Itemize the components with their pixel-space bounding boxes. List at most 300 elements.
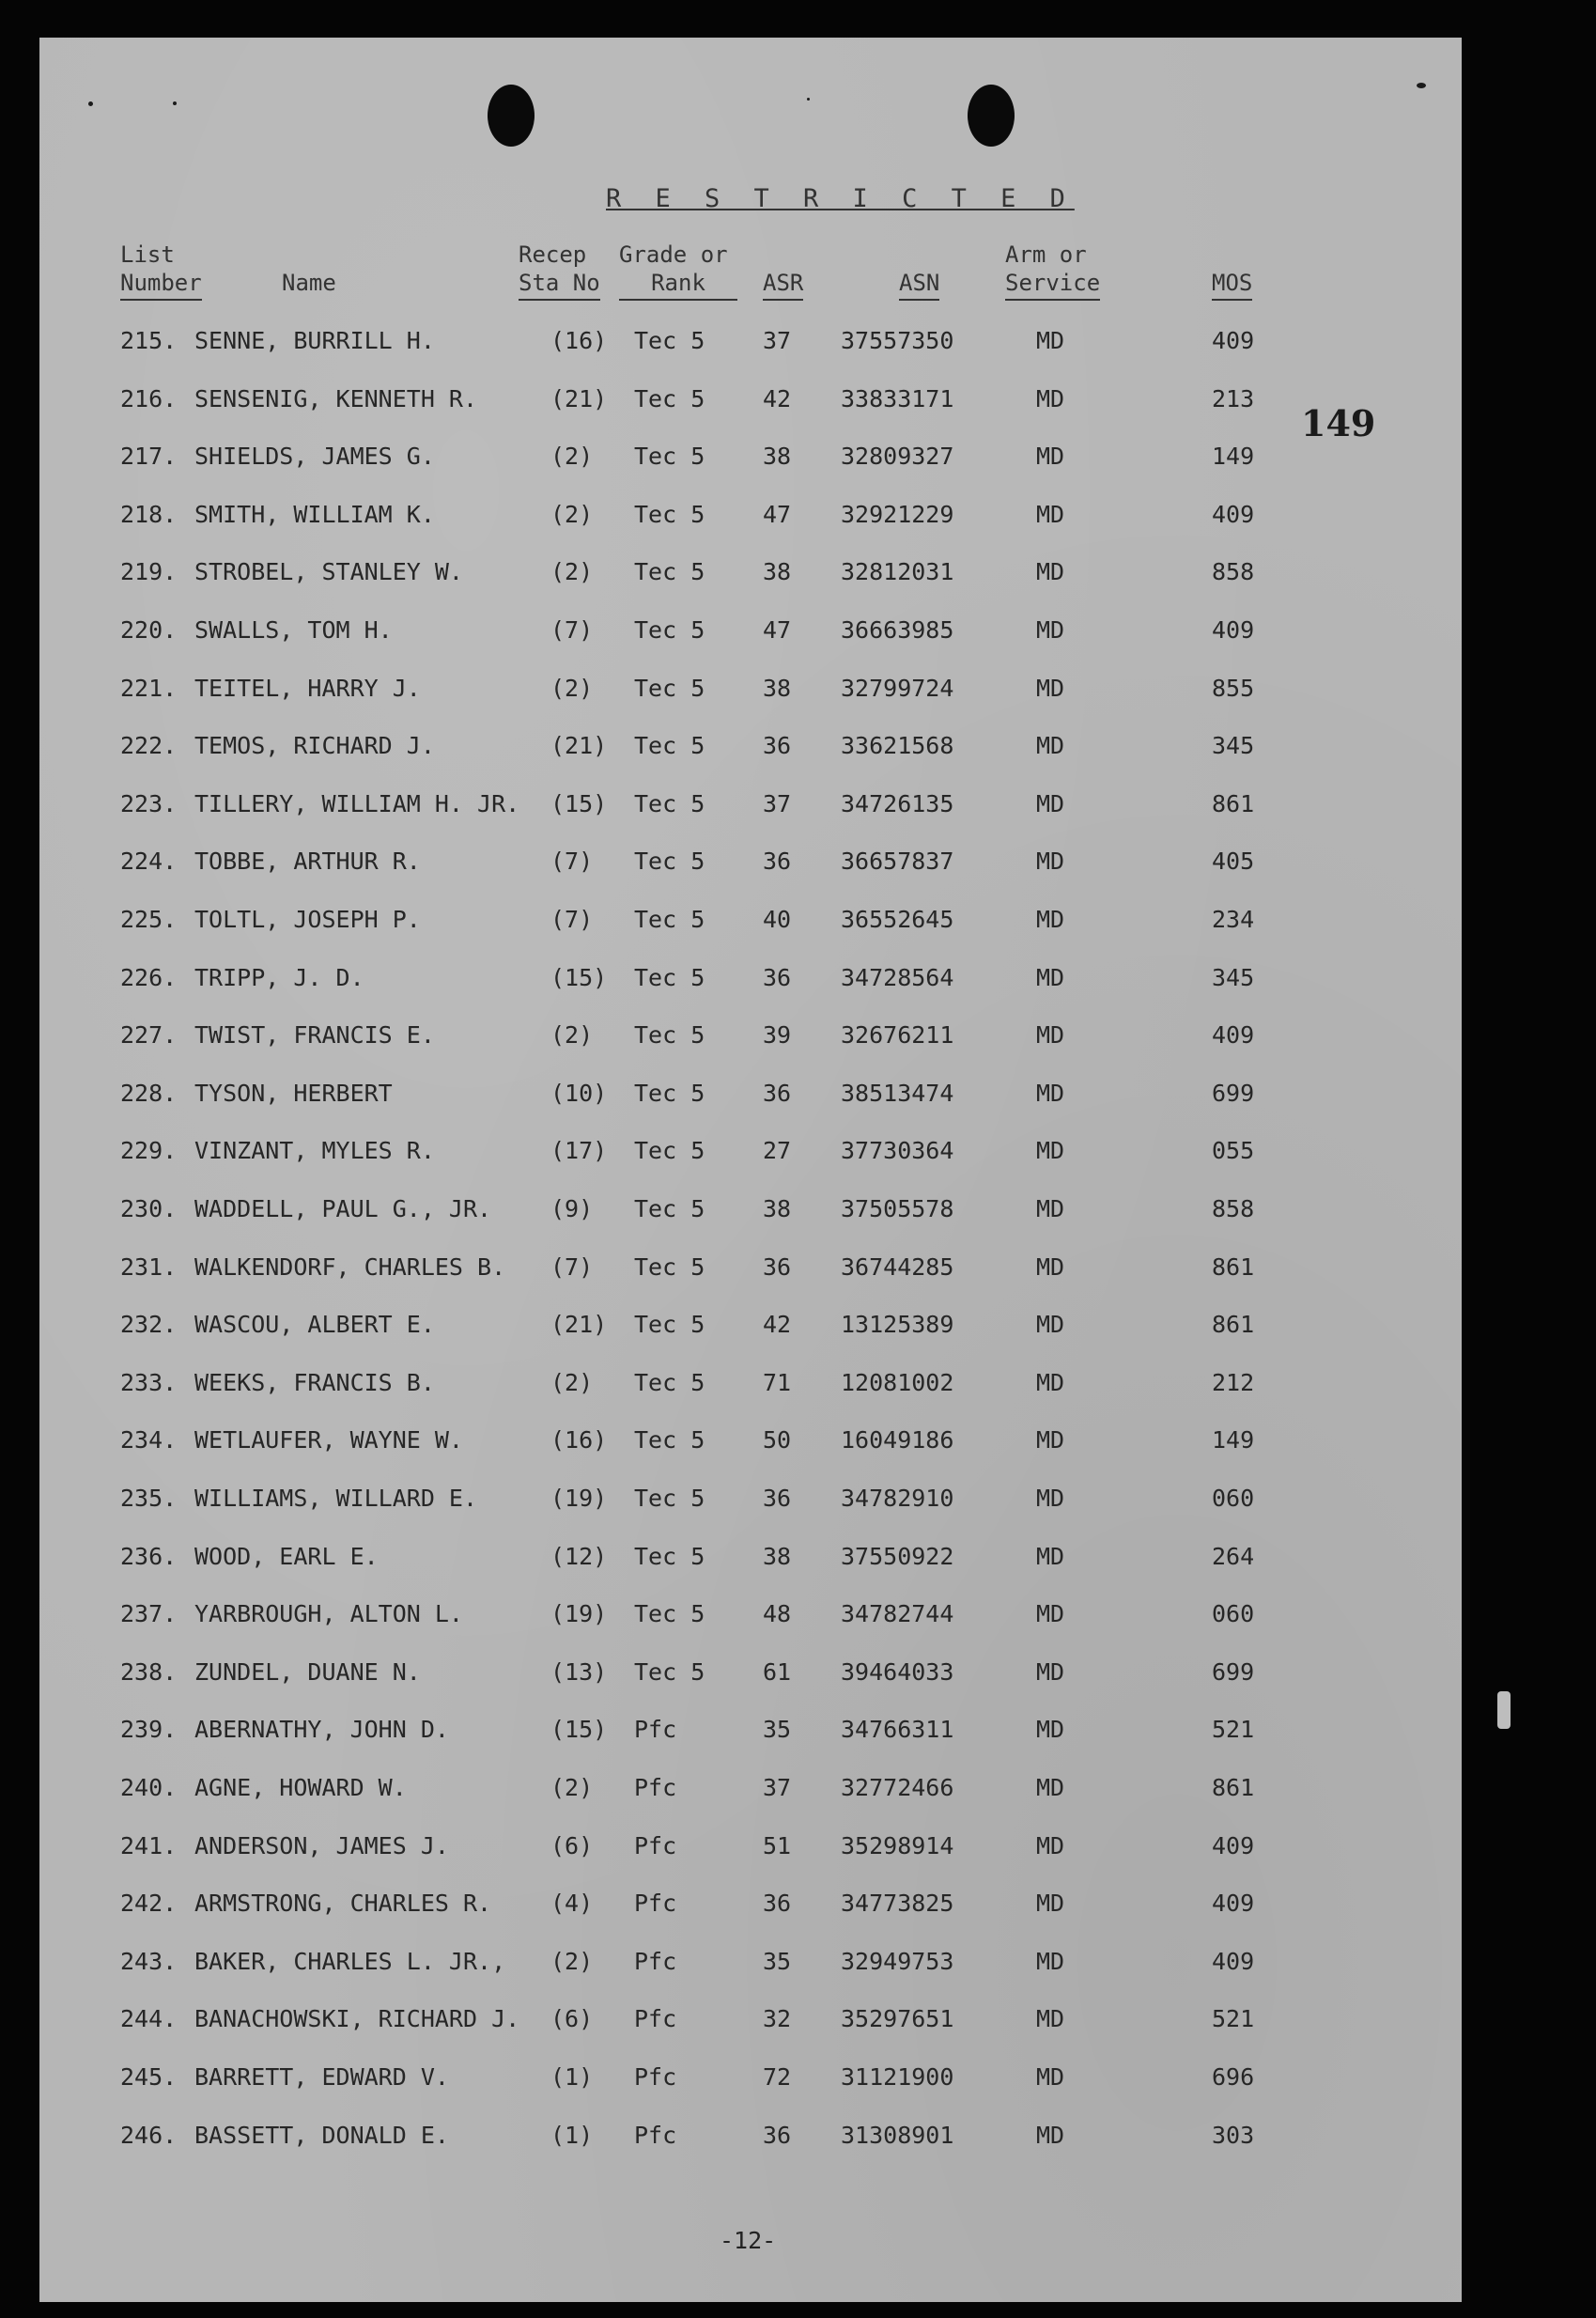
- cell-asr: 47: [763, 500, 792, 528]
- cell-num: 230.: [120, 1195, 178, 1222]
- header-asr: ASR: [763, 269, 803, 301]
- table-row: [0, 848, 1596, 885]
- table-row: [0, 1080, 1596, 1117]
- cell-asn: 34773825: [841, 1890, 954, 1918]
- table-row: [0, 1369, 1596, 1407]
- cell-asn: 32812031: [841, 558, 954, 586]
- cell-mos: 861: [1212, 1252, 1255, 1281]
- cell-mos: 861: [1212, 1774, 1255, 1801]
- cell-grade: Pfc: [634, 1947, 677, 1975]
- cell-name: TEMOS, RICHARD J.: [194, 732, 435, 760]
- table-row: [0, 1832, 1596, 1870]
- cell-arm: MD: [1036, 674, 1065, 702]
- cell-num: 222.: [120, 732, 178, 760]
- cell-asr: 37: [763, 1774, 792, 1801]
- cell-sta: (21): [550, 732, 608, 760]
- cell-mos: 264: [1212, 1542, 1255, 1570]
- cell-sta: (2): [550, 1947, 594, 1975]
- table-row: [0, 1890, 1596, 1927]
- cell-asr: 47: [763, 616, 792, 644]
- cell-asn: 34766311: [841, 1716, 954, 1744]
- cell-sta: (16): [550, 327, 608, 354]
- table-row: [0, 616, 1596, 654]
- cell-asn: 34782910: [841, 1485, 954, 1512]
- cell-name: SWALLS, TOM H.: [194, 616, 393, 644]
- cell-mos: 521: [1212, 1716, 1255, 1744]
- speck: [1417, 83, 1426, 88]
- cell-arm: MD: [1036, 732, 1065, 760]
- cell-mos: 409: [1212, 500, 1255, 528]
- cell-asn: 34726135: [841, 789, 954, 817]
- table-row: [0, 1253, 1596, 1291]
- cell-num: 221.: [120, 674, 178, 702]
- cell-asr: 36: [763, 963, 792, 991]
- cell-name: WILLIAMS, WILLARD E.: [194, 1485, 478, 1512]
- cell-asr: 36: [763, 1252, 792, 1281]
- table-row: [0, 1426, 1596, 1464]
- cell-name: TOBBE, ARTHUR R.: [194, 848, 421, 876]
- cell-arm: MD: [1036, 616, 1065, 644]
- cell-asn: 31308901: [841, 2121, 954, 2149]
- cell-num: 227.: [120, 1021, 178, 1050]
- cell-num: 233.: [120, 1368, 178, 1396]
- cell-mos: 405: [1212, 848, 1255, 876]
- cell-arm: MD: [1036, 2121, 1065, 2149]
- cell-arm: MD: [1036, 443, 1065, 471]
- table-row: [0, 327, 1596, 365]
- table-row: [0, 790, 1596, 828]
- cell-name: ARMSTRONG, CHARLES R.: [194, 1890, 492, 1918]
- cell-num: 243.: [120, 1947, 178, 1975]
- cell-sta: (4): [550, 1890, 594, 1918]
- cell-arm: MD: [1036, 2063, 1065, 2091]
- cell-grade: Tec 5: [634, 789, 705, 817]
- binder-hole-right: [968, 85, 1015, 147]
- cell-grade: Tec 5: [634, 1368, 705, 1396]
- cell-asr: 36: [763, 1079, 792, 1107]
- cell-asn: 37557350: [841, 327, 954, 354]
- cell-arm: MD: [1036, 558, 1065, 586]
- cell-grade: Tec 5: [634, 1426, 705, 1455]
- cell-grade: Tec 5: [634, 1485, 705, 1512]
- cell-mos: 409: [1212, 1890, 1255, 1918]
- header-list: List: [120, 241, 175, 268]
- cell-asn: 32799724: [841, 674, 954, 702]
- cell-sta: (13): [550, 1657, 608, 1686]
- cell-asr: 36: [763, 1890, 792, 1918]
- cell-asr: 42: [763, 384, 792, 412]
- cell-mos: 055: [1212, 1137, 1255, 1165]
- cell-mos: 345: [1212, 963, 1255, 991]
- cell-asr: 39: [763, 1021, 792, 1050]
- cell-num: 239.: [120, 1716, 178, 1744]
- cell-num: 228.: [120, 1079, 178, 1107]
- cell-grade: Tec 5: [634, 1195, 705, 1222]
- cell-mos: 303: [1212, 2121, 1255, 2149]
- cell-mos: 149: [1212, 1426, 1255, 1455]
- table-row: [0, 675, 1596, 712]
- cell-grade: Pfc: [634, 1716, 677, 1744]
- cell-num: 238.: [120, 1657, 178, 1686]
- table-row: [0, 906, 1596, 943]
- cell-arm: MD: [1036, 1542, 1065, 1570]
- table-row: [0, 2005, 1596, 2043]
- header-number: Number: [120, 269, 202, 301]
- cell-asr: 61: [763, 1657, 792, 1686]
- cell-asr: 50: [763, 1426, 792, 1455]
- cell-name: WOOD, EARL E.: [194, 1542, 379, 1570]
- cell-grade: Tec 5: [634, 906, 705, 933]
- cell-arm: MD: [1036, 327, 1065, 354]
- cell-grade: Tec 5: [634, 1079, 705, 1107]
- cell-grade: Tec 5: [634, 327, 705, 354]
- cell-grade: Tec 5: [634, 443, 705, 471]
- cell-name: TEITEL, HARRY J.: [194, 674, 421, 702]
- cell-asn: 33833171: [841, 384, 954, 412]
- cell-asr: 48: [763, 1600, 792, 1628]
- cell-mos: 345: [1212, 732, 1255, 760]
- table-row: [0, 1948, 1596, 1985]
- cell-mos: 234: [1212, 906, 1255, 933]
- cell-asn: 35298914: [841, 1831, 954, 1859]
- cell-arm: MD: [1036, 500, 1065, 528]
- header-recep: Recep: [519, 241, 587, 268]
- binder-hole-left: [488, 85, 535, 147]
- cell-asr: 36: [763, 848, 792, 876]
- cell-grade: Tec 5: [634, 1021, 705, 1050]
- cell-num: 242.: [120, 1890, 178, 1918]
- cell-name: ZUNDEL, DUANE N.: [194, 1657, 421, 1686]
- cell-grade: Tec 5: [634, 1252, 705, 1281]
- cell-name: TOLTL, JOSEPH P.: [194, 906, 421, 933]
- cell-asn: 37550922: [841, 1542, 954, 1570]
- cell-grade: Tec 5: [634, 384, 705, 412]
- table-row: [0, 1195, 1596, 1233]
- cell-asn: 12081002: [841, 1368, 954, 1396]
- cell-sta: (2): [550, 443, 594, 471]
- cell-asr: 36: [763, 2121, 792, 2149]
- cell-asn: 35297651: [841, 2005, 954, 2033]
- cell-sta: (10): [550, 1079, 608, 1107]
- cell-asn: 16049186: [841, 1426, 954, 1455]
- cell-num: 245.: [120, 2063, 178, 2091]
- cell-asn: 32921229: [841, 500, 954, 528]
- cell-asr: 32: [763, 2005, 792, 2033]
- header-grade-or: Grade or: [619, 241, 728, 268]
- header-mos: MOS: [1212, 269, 1252, 301]
- cell-asn: 34782744: [841, 1600, 954, 1628]
- cell-arm: MD: [1036, 906, 1065, 933]
- cell-sta: (6): [550, 2005, 594, 2033]
- cell-sta: (9): [550, 1195, 594, 1222]
- cell-arm: MD: [1036, 1311, 1065, 1339]
- cell-num: 232.: [120, 1311, 178, 1339]
- header-arm-or: Arm or: [1005, 241, 1087, 268]
- cell-sta: (19): [550, 1485, 608, 1512]
- table-row: [0, 1600, 1596, 1638]
- header-asn: ASN: [899, 269, 939, 301]
- cell-grade: Tec 5: [634, 963, 705, 991]
- cell-sta: (1): [550, 2063, 594, 2091]
- cell-asr: 37: [763, 327, 792, 354]
- cell-asr: 38: [763, 1542, 792, 1570]
- header-sta-no: Sta No: [519, 269, 600, 301]
- cell-name: TWIST, FRANCIS E.: [194, 1021, 435, 1050]
- cell-name: WASCOU, ALBERT E.: [194, 1311, 435, 1339]
- cell-mos: 858: [1212, 558, 1255, 586]
- cell-asr: 36: [763, 1485, 792, 1512]
- table-row: [0, 732, 1596, 770]
- cell-arm: MD: [1036, 1600, 1065, 1628]
- cell-sta: (19): [550, 1600, 608, 1628]
- cell-num: 241.: [120, 1831, 178, 1859]
- cell-sta: (21): [550, 384, 608, 412]
- cell-name: BANACHOWSKI, RICHARD J.: [194, 2005, 520, 2033]
- cell-arm: MD: [1036, 963, 1065, 991]
- cell-name: VINZANT, MYLES R.: [194, 1137, 435, 1165]
- cell-asn: 36663985: [841, 616, 954, 644]
- cell-name: BARRETT, EDWARD V.: [194, 2063, 449, 2091]
- cell-mos: 060: [1212, 1485, 1255, 1512]
- cell-sta: (2): [550, 500, 594, 528]
- cell-grade: Pfc: [634, 1774, 677, 1801]
- cell-name: BASSETT, DONALD E.: [194, 2121, 449, 2149]
- cell-asr: 37: [763, 789, 792, 817]
- cell-sta: (15): [550, 1716, 608, 1744]
- cell-arm: MD: [1036, 1021, 1065, 1050]
- table-row: [0, 964, 1596, 1002]
- cell-grade: Pfc: [634, 2005, 677, 2033]
- page-number: -12-: [720, 2227, 777, 2254]
- cell-mos: 060: [1212, 1600, 1255, 1628]
- cell-asn: 39464033: [841, 1657, 954, 1686]
- cell-asn: 32676211: [841, 1021, 954, 1050]
- cell-grade: Tec 5: [634, 558, 705, 586]
- cell-asr: 38: [763, 1195, 792, 1222]
- cell-num: 216.: [120, 384, 178, 412]
- cell-name: STROBEL, STANLEY W.: [194, 558, 463, 586]
- cell-arm: MD: [1036, 384, 1065, 412]
- cell-asn: 34728564: [841, 963, 954, 991]
- cell-grade: Pfc: [634, 2121, 677, 2149]
- speck: [173, 101, 177, 105]
- cell-arm: MD: [1036, 1079, 1065, 1107]
- cell-num: 244.: [120, 2005, 178, 2033]
- cell-arm: MD: [1036, 1195, 1065, 1222]
- header-service: Service: [1005, 269, 1100, 301]
- cell-sta: (21): [550, 1311, 608, 1339]
- table-row: [0, 1716, 1596, 1753]
- table-row: [0, 1774, 1596, 1812]
- cell-sta: (17): [550, 1137, 608, 1165]
- cell-asn: 38513474: [841, 1079, 954, 1107]
- cell-arm: MD: [1036, 1426, 1065, 1455]
- cell-asr: 40: [763, 906, 792, 933]
- cell-sta: (7): [550, 616, 594, 644]
- table-row: [0, 1021, 1596, 1059]
- cell-asn: 13125389: [841, 1311, 954, 1339]
- cell-asr: 72: [763, 2063, 792, 2091]
- table-row: [0, 1137, 1596, 1175]
- cell-arm: MD: [1036, 789, 1065, 817]
- cell-name: YARBROUGH, ALTON L.: [194, 1600, 463, 1628]
- cell-asr: 38: [763, 443, 792, 471]
- cell-grade: Tec 5: [634, 1137, 705, 1165]
- cell-num: 246.: [120, 2121, 178, 2149]
- cell-num: 229.: [120, 1137, 178, 1165]
- table-row: [0, 2063, 1596, 2101]
- speck: [88, 101, 93, 106]
- cell-num: 240.: [120, 1774, 178, 1801]
- cell-asn: 36744285: [841, 1252, 954, 1281]
- cell-sta: (1): [550, 2121, 594, 2149]
- cell-arm: MD: [1036, 848, 1065, 876]
- cell-num: 237.: [120, 1600, 178, 1628]
- cell-num: 236.: [120, 1542, 178, 1570]
- cell-name: WADDELL, PAUL G., JR.: [194, 1195, 492, 1222]
- cell-num: 219.: [120, 558, 178, 586]
- cell-asn: 32809327: [841, 443, 954, 471]
- cell-asr: 38: [763, 558, 792, 586]
- cell-mos: 699: [1212, 1657, 1255, 1686]
- cell-num: 235.: [120, 1485, 178, 1512]
- cell-sta: (7): [550, 906, 594, 933]
- cell-name: TRIPP, J. D.: [194, 963, 364, 991]
- cell-mos: 858: [1212, 1195, 1255, 1222]
- cell-grade: Pfc: [634, 1890, 677, 1918]
- cell-arm: MD: [1036, 1368, 1065, 1396]
- cell-arm: MD: [1036, 1485, 1065, 1512]
- table-row: [0, 443, 1596, 480]
- cell-num: 224.: [120, 848, 178, 876]
- cell-mos: 409: [1212, 327, 1255, 354]
- cell-arm: MD: [1036, 1947, 1065, 1975]
- table-row: [0, 1658, 1596, 1696]
- table-row: [0, 1311, 1596, 1348]
- cell-grade: Tec 5: [634, 1600, 705, 1628]
- cell-sta: (7): [550, 848, 594, 876]
- restricted-banner: R E S T R I C T E D: [606, 184, 1075, 213]
- cell-mos: 409: [1212, 1947, 1255, 1975]
- cell-grade: Tec 5: [634, 848, 705, 876]
- cell-name: SENSENIG, KENNETH R.: [194, 384, 478, 412]
- cell-arm: MD: [1036, 1137, 1065, 1165]
- cell-grade: Pfc: [634, 2063, 677, 2091]
- cell-num: 234.: [120, 1426, 178, 1455]
- cell-asn: 31121900: [841, 2063, 954, 2091]
- cell-grade: Tec 5: [634, 1657, 705, 1686]
- header-name: Name: [282, 270, 336, 296]
- cell-sta: (16): [550, 1426, 608, 1455]
- cell-asr: 42: [763, 1311, 792, 1339]
- cell-sta: (2): [550, 1021, 594, 1050]
- cell-num: 231.: [120, 1252, 178, 1281]
- cell-name: SENNE, BURRILL H.: [194, 327, 435, 354]
- cell-mos: 861: [1212, 789, 1255, 817]
- cell-name: WEEKS, FRANCIS B.: [194, 1368, 435, 1396]
- cell-mos: 149: [1212, 443, 1255, 471]
- cell-arm: MD: [1036, 1716, 1065, 1744]
- cell-grade: Pfc: [634, 1831, 677, 1859]
- cell-arm: MD: [1036, 1657, 1065, 1686]
- cell-name: ANDERSON, JAMES J.: [194, 1831, 449, 1859]
- cell-asn: 32949753: [841, 1947, 954, 1975]
- cell-sta: (6): [550, 1831, 594, 1859]
- cell-arm: MD: [1036, 1774, 1065, 1801]
- table-row: [0, 385, 1596, 423]
- cell-asn: 37730364: [841, 1137, 954, 1165]
- cell-sta: (7): [550, 1252, 594, 1281]
- cell-asn: 33621568: [841, 732, 954, 760]
- cell-mos: 409: [1212, 616, 1255, 644]
- header-rank: Rank: [619, 269, 737, 301]
- cell-name: BAKER, CHARLES L. JR.,: [194, 1947, 506, 1975]
- cell-num: 217.: [120, 443, 178, 471]
- speck: [807, 98, 810, 101]
- cell-asr: 27: [763, 1137, 792, 1165]
- cell-arm: MD: [1036, 1831, 1065, 1859]
- cell-sta: (2): [550, 1774, 594, 1801]
- cell-grade: Tec 5: [634, 1311, 705, 1339]
- cell-name: WALKENDORF, CHARLES B.: [194, 1252, 506, 1281]
- cell-num: 215.: [120, 327, 178, 354]
- cell-sta: (2): [550, 1368, 594, 1396]
- cell-num: 218.: [120, 500, 178, 528]
- cell-num: 226.: [120, 963, 178, 991]
- cell-asr: 51: [763, 1831, 792, 1859]
- cell-mos: 213: [1212, 384, 1255, 412]
- cell-num: 223.: [120, 789, 178, 817]
- cell-name: TYSON, HERBERT: [194, 1079, 393, 1107]
- cell-grade: Tec 5: [634, 674, 705, 702]
- cell-asn: 32772466: [841, 1774, 954, 1801]
- cell-name: TILLERY, WILLIAM H. JR.: [194, 789, 520, 817]
- cell-num: 225.: [120, 906, 178, 933]
- table-row: [0, 501, 1596, 538]
- cell-sta: (2): [550, 558, 594, 586]
- table-row: [0, 1543, 1596, 1580]
- cell-name: ABERNATHY, JOHN D.: [194, 1716, 449, 1744]
- cell-mos: 696: [1212, 2063, 1255, 2091]
- cell-mos: 521: [1212, 2005, 1255, 2033]
- cell-arm: MD: [1036, 2005, 1065, 2033]
- cell-mos: 861: [1212, 1311, 1255, 1339]
- cell-sta: (12): [550, 1542, 608, 1570]
- cell-grade: Tec 5: [634, 500, 705, 528]
- cell-arm: MD: [1036, 1890, 1065, 1918]
- cell-sta: (2): [550, 674, 594, 702]
- cell-grade: Tec 5: [634, 1542, 705, 1570]
- stamp-number: 149: [1301, 402, 1376, 444]
- table-row: [0, 2122, 1596, 2159]
- cell-grade: Tec 5: [634, 616, 705, 644]
- table-row: [0, 1485, 1596, 1522]
- cell-arm: MD: [1036, 1252, 1065, 1281]
- cell-num: 220.: [120, 616, 178, 644]
- cell-asn: 36552645: [841, 906, 954, 933]
- table-row: [0, 558, 1596, 596]
- cell-asn: 36657837: [841, 848, 954, 876]
- cell-name: SMITH, WILLIAM K.: [194, 500, 435, 528]
- cell-mos: 409: [1212, 1021, 1255, 1050]
- cell-asr: 36: [763, 732, 792, 760]
- cell-mos: 212: [1212, 1368, 1255, 1396]
- cell-mos: 699: [1212, 1079, 1255, 1107]
- cell-mos: 855: [1212, 674, 1255, 702]
- cell-sta: (15): [550, 963, 608, 991]
- cell-asr: 71: [763, 1368, 792, 1396]
- cell-grade: Tec 5: [634, 732, 705, 760]
